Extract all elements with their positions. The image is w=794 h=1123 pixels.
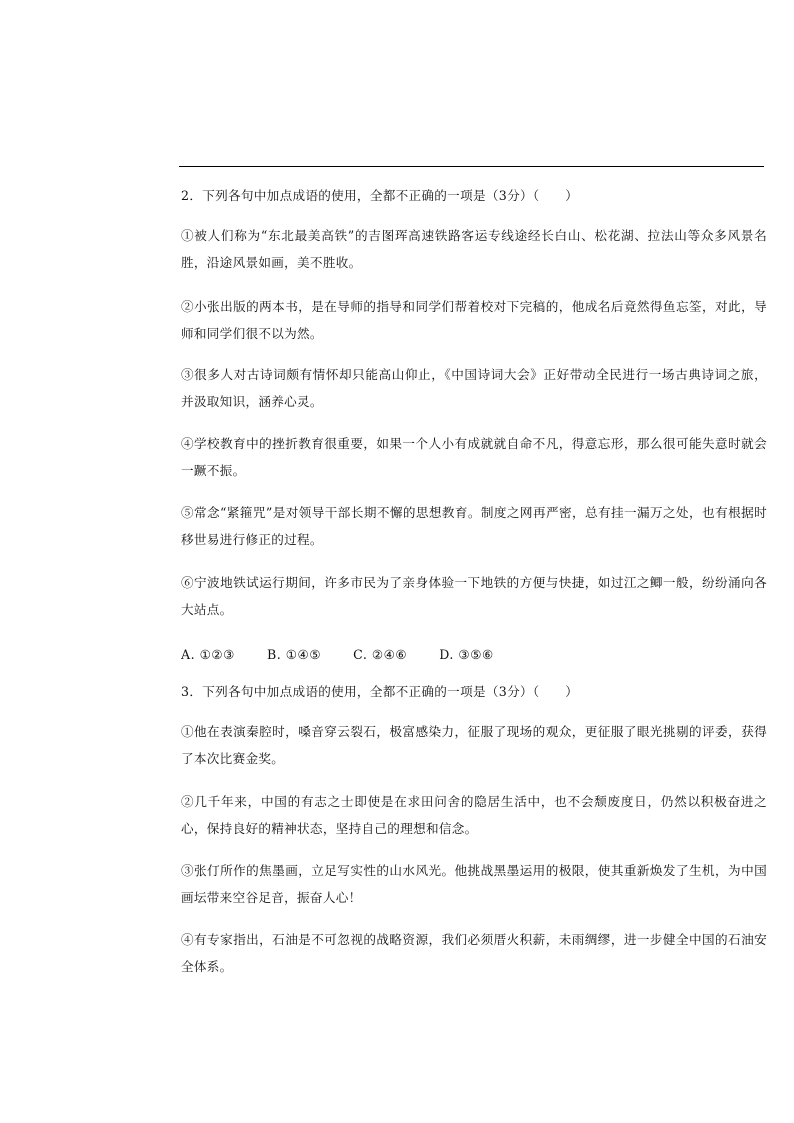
question-3-item-1: ①他在表演秦腔时，嗓音穿云裂石，极富感染力，征服了现场的观众，更征服了眼光挑剔的评委，获得了本次比赛金奖。	[181, 724, 767, 766]
question-2-stem: 2．下列各句中加点成语的使用，全都不正确的一项是（3分）（ ）	[181, 188, 579, 203]
option-b: B. ①④⑤	[267, 647, 322, 662]
option-c: C. ②④⑥	[353, 647, 408, 662]
question-3-item-2: ②几千年来，中国的有志之士即使是在求田问舍的隐居生活中，也不会颓废度日，仍然以积极奋进之心，保持良好的精神状态，坚持自己的理想和信念。	[181, 794, 767, 836]
header-rule	[179, 166, 764, 167]
question-2-item-2: ②小张出版的两本书，是在导师的指导和同学们帮着校对下完稿的，他成名后竟然得鱼忘筌，对此，导师和同学们很不以为然。	[181, 299, 767, 341]
question-2-item-6: ⑥宁波地铁试运行期间，许多市民为了亲身体验一下地铁的方便与快捷，如过江之鲫一般，纷纷涌向各大站点。	[181, 575, 767, 617]
question-3-stem: 3．下列各句中加点成语的使用，全都不正确的一项是（3分）（ ）	[181, 684, 579, 699]
option-a: A. ①②③	[181, 647, 235, 662]
question-2-item-3: ③很多人对古诗词颇有情怀却只能高山仰止，《中国诗词大会》正好带动全民进行一场古典诗词之旅，并汲取知识，涵养心灵。	[181, 367, 767, 409]
question-2-item-4: ④学校教育中的挫折教育很重要，如果一个人小有成就就自命不凡，得意忘形，那么很可能失意时就会一蹶不振。	[181, 436, 767, 478]
question-3-item-3: ③张仃所作的焦墨画，立足写实性的山水风光。他挑战黑墨运用的极限，使其重新焕发了生机，为中国画坛带来空谷足音，振奋人心！	[181, 863, 767, 905]
question-3-item-4: ④有专家指出，石油是不可忽视的战略资源，我们必须厝火积薪，未雨绸缪，进一步健全中国的石油安全体系。	[181, 932, 767, 974]
option-d: D. ③⑤⑥	[439, 647, 494, 662]
question-2-options	[181, 641, 522, 668]
question-2-item-1: ①被人们称为“东北最美高铁”的吉图珲高速铁路客运专线途经长白山、松花湖、拉法山等众多风景名胜，沿途风景如画，美不胜收。	[181, 228, 767, 270]
question-2-item-5: ⑤常念“紧箍咒”是对领导干部长期不懈的思想教育。制度之网再严密，总有挂一漏万之处，也有根据时移世易进行修正的过程。	[181, 505, 767, 547]
